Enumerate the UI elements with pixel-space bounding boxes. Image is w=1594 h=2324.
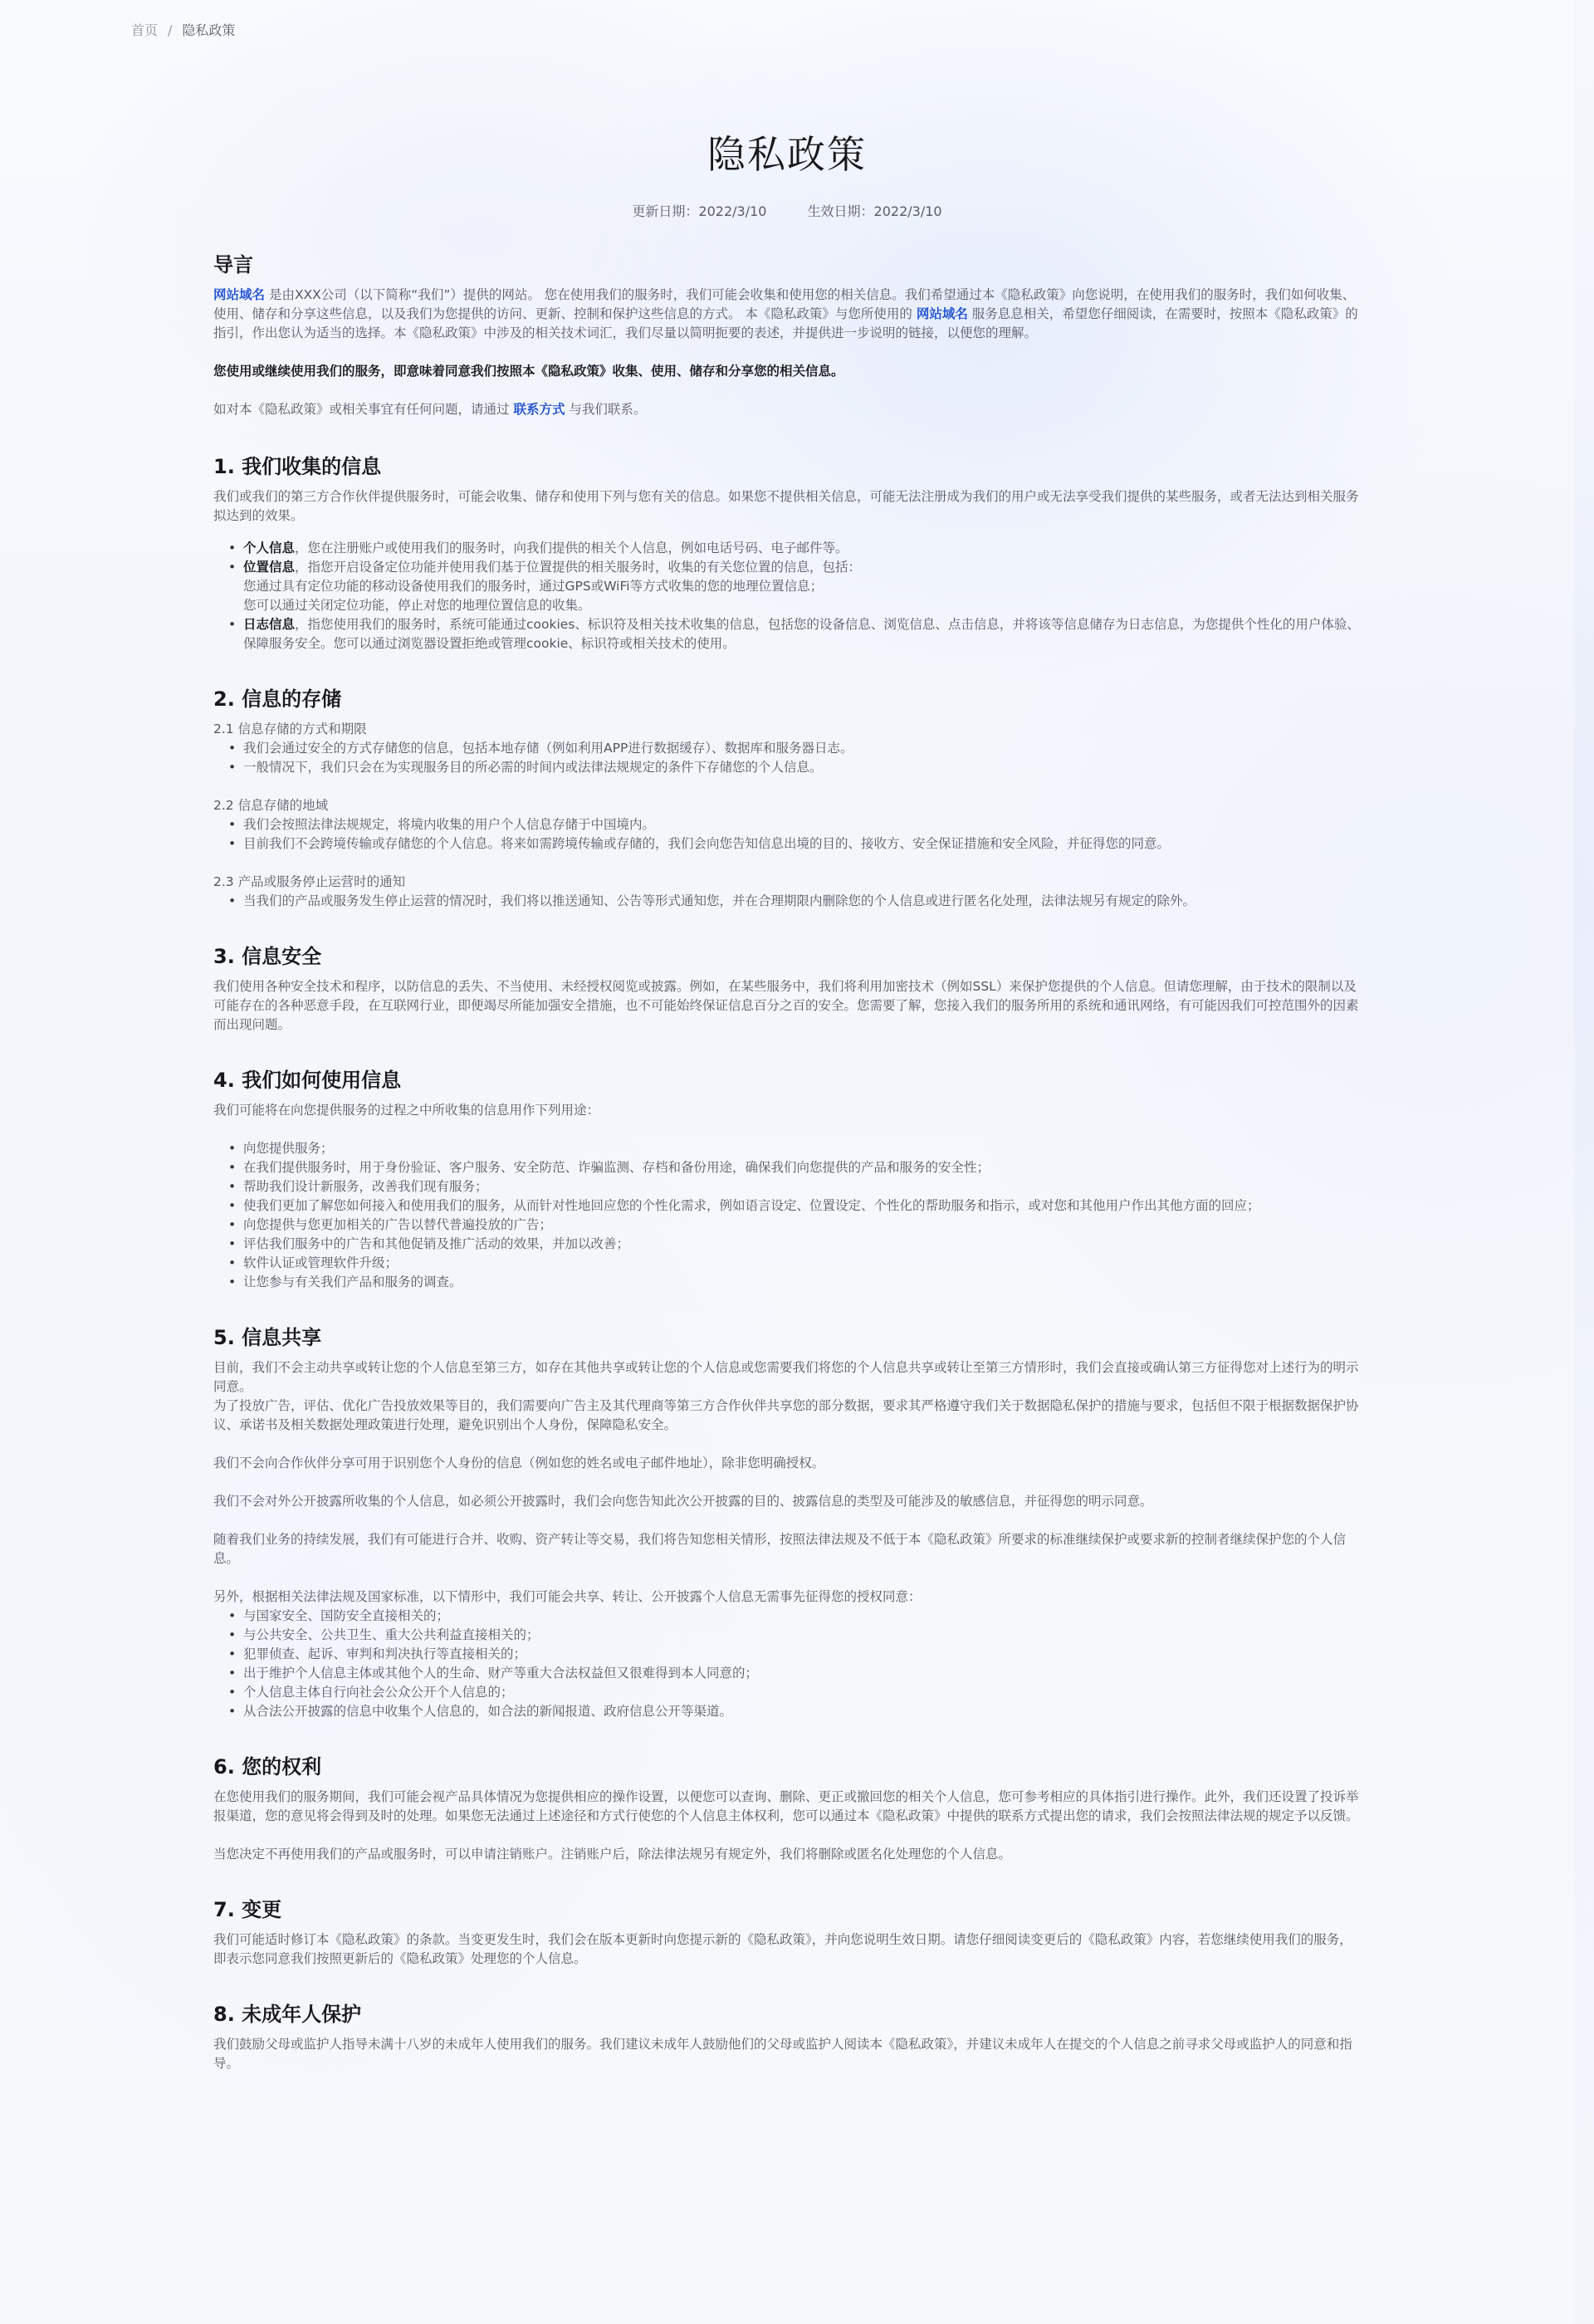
section-paragraph: 我们或我们的第三方合作伙伴提供服务时，可能会收集、储存和使用下列与您有关的信息。如果您不提供相关信息，可能无法注册成为我们的用户或无法享受我们提供的某些服务，或者无法达到相关服务拟达到的效果。 [213, 489, 1359, 523]
section-minors [213, 2000, 1362, 2073]
usage-list [213, 1139, 1362, 1292]
section-heading: 3. 信息安全 [213, 945, 322, 968]
list-item-term: 日志信息 [243, 617, 296, 632]
section-collected-info [213, 453, 1362, 653]
section-sharing [213, 1323, 1362, 1721]
section-heading: 1. 我们收集的信息 [213, 455, 382, 478]
breadcrumb-current: 隐私政策 [182, 22, 236, 38]
list-item: • 当我们的产品或服务发生停止运营的情况时，我们将以推送通知、公告等形式通知您，并在合理期限内删除您的个人信息或进行匿名化处理，法律法规另有规定的除外。 [213, 892, 1362, 911]
section-heading: 5. 信息共享 [213, 1326, 322, 1349]
contact-paragraph [213, 400, 1362, 419]
list-subitem: 您通过具有定位功能的移动设备使用我们的服务时，通过GPS或WiFi等方式收集的您的地理位置信息； [243, 579, 824, 594]
section-paragraph: 当您决定不再使用我们的产品或服务时，可以申请注销账户。注销账户后，除法律法规另有规定外，我们将删除或匿名化处理您的个人信息。 [213, 1847, 1012, 1862]
section-heading: 2. 信息的存储 [213, 687, 342, 711]
section-paragraph: 我们鼓励父母或监护人指导未满十八岁的未成年人使用我们的服务。我们建议未成年人鼓励他们的父母或监护人阅读本《隐私政策》，并建议未成年人在提交的个人信息之前寻求父母或监护人的同意和指导。 [213, 2037, 1352, 2071]
list-item: • 目前我们不会跨境传输或存储您的个人信息。将来如需跨境传输或存储的，我们会向您告知信息出境的目的、接收方、安全保证措施和安全风险，并征得您的同意。 [213, 834, 1362, 854]
list-item: • 从合法公开披露的信息中收集个人信息的，如合法的新闻报道、政府信息公开等渠道。 [213, 1702, 1362, 1721]
list-item: • 评估我们服务中的广告和其他促销及推广活动的效果，并加以改善； [213, 1235, 1362, 1254]
contact-text: 与我们联系。 [565, 402, 647, 417]
list-item-term: 位置信息 [243, 560, 296, 575]
breadcrumb-home-link[interactable]: 首页 [131, 22, 159, 38]
list-item: • 使我们更加了解您如何接入和使用我们的服务，从而针对性地回应您的个性化需求，例如语言设定、位置设定、个性化的帮助服务和指示，或对您和其他用户作出其他方面的回应； [213, 1196, 1362, 1216]
subsection-title: 2.1 信息存储的方式和期限 [213, 722, 367, 736]
section-changes [213, 1896, 1362, 1969]
section-storage [213, 685, 1362, 911]
breadcrumb-separator: / [168, 22, 173, 38]
policy-content [213, 251, 1362, 2095]
list-item-text: ，您在注册账户或使用我们的服务时，向我们提供的相关个人信息，例如电话号码、电子邮件等。 [295, 541, 848, 555]
list-item: • 软件认证或管理软件升级； [213, 1254, 1362, 1273]
sharing-exceptions-list [213, 1607, 1362, 1721]
list-item: • 向您提供服务； [213, 1139, 1362, 1158]
service-stop-list [213, 892, 1362, 911]
list-item: • 与公共安全、公共卫生、重大公共利益直接相关的； [213, 1626, 1362, 1645]
section-heading: 导言 [213, 253, 253, 276]
section-paragraph: 我们使用各种安全技术和程序，以防信息的丢失、不当使用、未经授权阅览或披露。例如，在某些服务中，我们将利用加密技术（例如SSL）来保护您提供的个人信息。但请您理解，由于技术的限制以及可能存在的各种恶意手段，在互联网行业，即便竭尽所能加强安全措施，也不可能始终保证信息百分之百的安全。您需要了解，您接入我们的服务所用的系统和通讯网络，有可能因我们可控范围外的因素而出现问题。 [213, 979, 1359, 1032]
list-item: • 出于维护个人信息主体或其他个人的生命、财产等重大合法权益但又很难得到本人同意的； [213, 1664, 1362, 1683]
breadcrumb [131, 20, 235, 39]
section-paragraph: 随着我们业务的持续发展，我们有可能进行合并、收购、资产转让等交易，我们将告知您相关情形，按照法律法规及不低于本《隐私政策》所要求的标准继续保护或要求新的控制者继续保护您的个人信息。 [213, 1532, 1347, 1566]
section-paragraph: 在您使用我们的服务期间，我们可能会视产品具体情况为您提供相应的操作设置，以便您可以查询、删除、更正或撤回您的相关个人信息，您可参考相应的具体指引进行操作。此外，我们还设置了投诉举报渠道，您的意见将会得到及时的处理。如果您无法通过上述途径和方式行使您的个人信息主体权利，您可以通过本《隐私政策》中提供的联系方式提出您的请求，我们会按照法律法规的规定予以反馈。 [213, 1789, 1359, 1823]
list-item: • 让您参与有关我们产品和服务的调查。 [213, 1273, 1362, 1292]
section-paragraph: 我们可能适时修订本《隐私政策》的条款。当变更发生时，我们会在版本更新时向您提示新的《隐私政策》，并向您说明生效日期。请您仔细阅读变更后的《隐私政策》内容，若您继续使用我们的服务，即表示您同意我们按照更新后的《隐私政策》处理您的个人信息。 [213, 1932, 1352, 1966]
updated-date: 更新日期：2022/3/10 [632, 203, 767, 219]
collected-info-list [213, 539, 1362, 653]
list-item: • 一般情况下，我们只会在为实现服务目的所必需的时间内或法律法规规定的条件下存储您的个人信息。 [213, 758, 1362, 777]
section-paragraph: 为了投放广告，评估、优化广告投放效果等目的，我们需要向广告主及其代理商等第三方合作伙伴共享您的部分数据，要求其严格遵守我们关于数据隐私保护的措施与要求，包括但不限于根据数据保护协议、承诺书及相关数据处理政策进行处理，避免识别出个人身份，保障隐私安全。 [213, 1398, 1359, 1432]
list-item-term: 个人信息 [243, 541, 296, 555]
section-intro [213, 251, 1362, 419]
effective-date: 生效日期：2022/3/10 [807, 203, 942, 219]
section-rights [213, 1753, 1362, 1864]
list-item-text: ，指您使用我们的服务时，系统可能通过cookies、标识符及相关技术收集的信息，包括您的设备信息、浏览信息、点击信息，并将该等信息储存为日志信息，为您提供个性化的用户体验、保障服务安全。您可以通过浏览器设置拒绝或管理cookie、标识符或相关技术的使用。 [243, 617, 1360, 651]
section-usage [213, 1066, 1362, 1292]
subsection-title: 2.3 产品或服务停止运营时的通知 [213, 874, 406, 889]
storage-region-list [213, 815, 1362, 854]
section-paragraph: 我们可能将在向您提供服务的过程之中所收集的信息用作下列用途： [213, 1103, 600, 1118]
section-paragraph: 目前，我们不会主动共享或转让您的个人信息至第三方，如存在其他共享或转让您的个人信息或您需要我们将您的个人信息共享或转让至第三方情形时，我们会直接或确认第三方征得您对上述行为的明示同意。 [213, 1360, 1359, 1394]
storage-list [213, 739, 1362, 777]
contact-text: 如对本《隐私政策》或相关事宜有任何问题，请通过 [213, 402, 514, 417]
contact-link[interactable]: 联系方式 [513, 402, 565, 417]
list-item: • 个人信息主体自行向社会公众公开个人信息的； [213, 1683, 1362, 1702]
page-title: 隐私政策 [707, 132, 867, 177]
section-heading: 4. 我们如何使用信息 [213, 1069, 402, 1092]
section-security [213, 942, 1362, 1035]
subsection-title: 2.2 信息存储的地域 [213, 798, 329, 813]
list-item: • 与国家安全、国防安全直接相关的； [213, 1607, 1362, 1626]
site-domain-link[interactable]: 网站域名 [916, 306, 968, 321]
list-item: • 向您提供与您更加相关的广告以替代普遍投放的广告； [213, 1216, 1362, 1235]
list-item [213, 558, 1362, 577]
section-heading: 7. 变更 [213, 1898, 282, 1921]
section-paragraph: 我们不会对外公开披露所收集的个人信息，如必须公开披露时，我们会向您告知此次公开披露的目的、披露信息的类型及可能涉及的敏感信息，并征得您的明示同意。 [213, 1494, 1153, 1509]
list-item [213, 539, 1362, 558]
site-domain-link[interactable]: 网站域名 [213, 287, 266, 302]
consent-statement: 您使用或继续使用我们的服务，即意味着同意我们按照本《隐私政策》收集、使用、储存和分享您的相关信息。 [213, 364, 844, 379]
intro-paragraph [213, 286, 1362, 343]
list-item: • 我们会通过安全的方式存储您的信息，包括本地存储（例如利用APP进行数据缓存）、数据库和服务器日志。 [213, 739, 1362, 758]
list-item: • 在我们提供服务时，用于身份验证、客户服务、安全防范、诈骗监测、存档和备份用途，确保我们向您提供的产品和服务的安全性； [213, 1158, 1362, 1177]
list-item-text: ，指您开启设备定位功能并使用我们基于位置提供的相关服务时，收集的有关您位置的信息，包括： [295, 560, 862, 575]
list-item: • 帮助我们设计新服务，改善我们现有服务； [213, 1177, 1362, 1196]
section-paragraph: 另外，根据相关法律法规及国家标准，以下情形中，我们可能会共享、转让、公开披露个人信息无需事先征得您的授权同意： [213, 1589, 922, 1604]
list-item: • 我们会按照法律法规规定，将境内收集的用户个人信息存储于中国境内。 [213, 815, 1362, 834]
page-header [0, 125, 1574, 220]
intro-text: 服务息息相关，希望您仔细阅读，在需要时，按照本《隐私政策》的指引，作出您认为适当的选择。本《隐私政策》中涉及的相关技术词汇，我们尽量以简明扼要的表述，并提供进一步说明的链接，以便您的理解。 [213, 306, 1358, 340]
section-heading: 6. 您的权利 [213, 1755, 322, 1778]
list-subitem: 您可以通过关闭定位功能，停止对您的地理位置信息的收集。 [243, 598, 591, 613]
list-item [213, 615, 1362, 653]
section-paragraph: 我们不会向合作伙伴分享可用于识别您个人身份的信息（例如您的姓名或电子邮件地址），除非您明确授权。 [213, 1456, 825, 1470]
intro-text: 是由XXX公司（以下简称“我们”）提供的网站。 您在使用我们的服务时，我们可能会收集和使用您的相关信息。我们希望通过本《隐私政策》向您说明，在使用我们的服务时，我们如何收集、使用、储存和分享这些信息，以及我们为您提供的访问、更新、控制和保护这些信息的方式。 本《隐私政策》与您所使用的 [213, 287, 1356, 321]
section-heading: 8. 未成年人保护 [213, 2003, 362, 2026]
policy-dates [0, 201, 1574, 220]
list-item: • 犯罪侦查、起诉、审判和判决执行等直接相关的； [213, 1645, 1362, 1664]
